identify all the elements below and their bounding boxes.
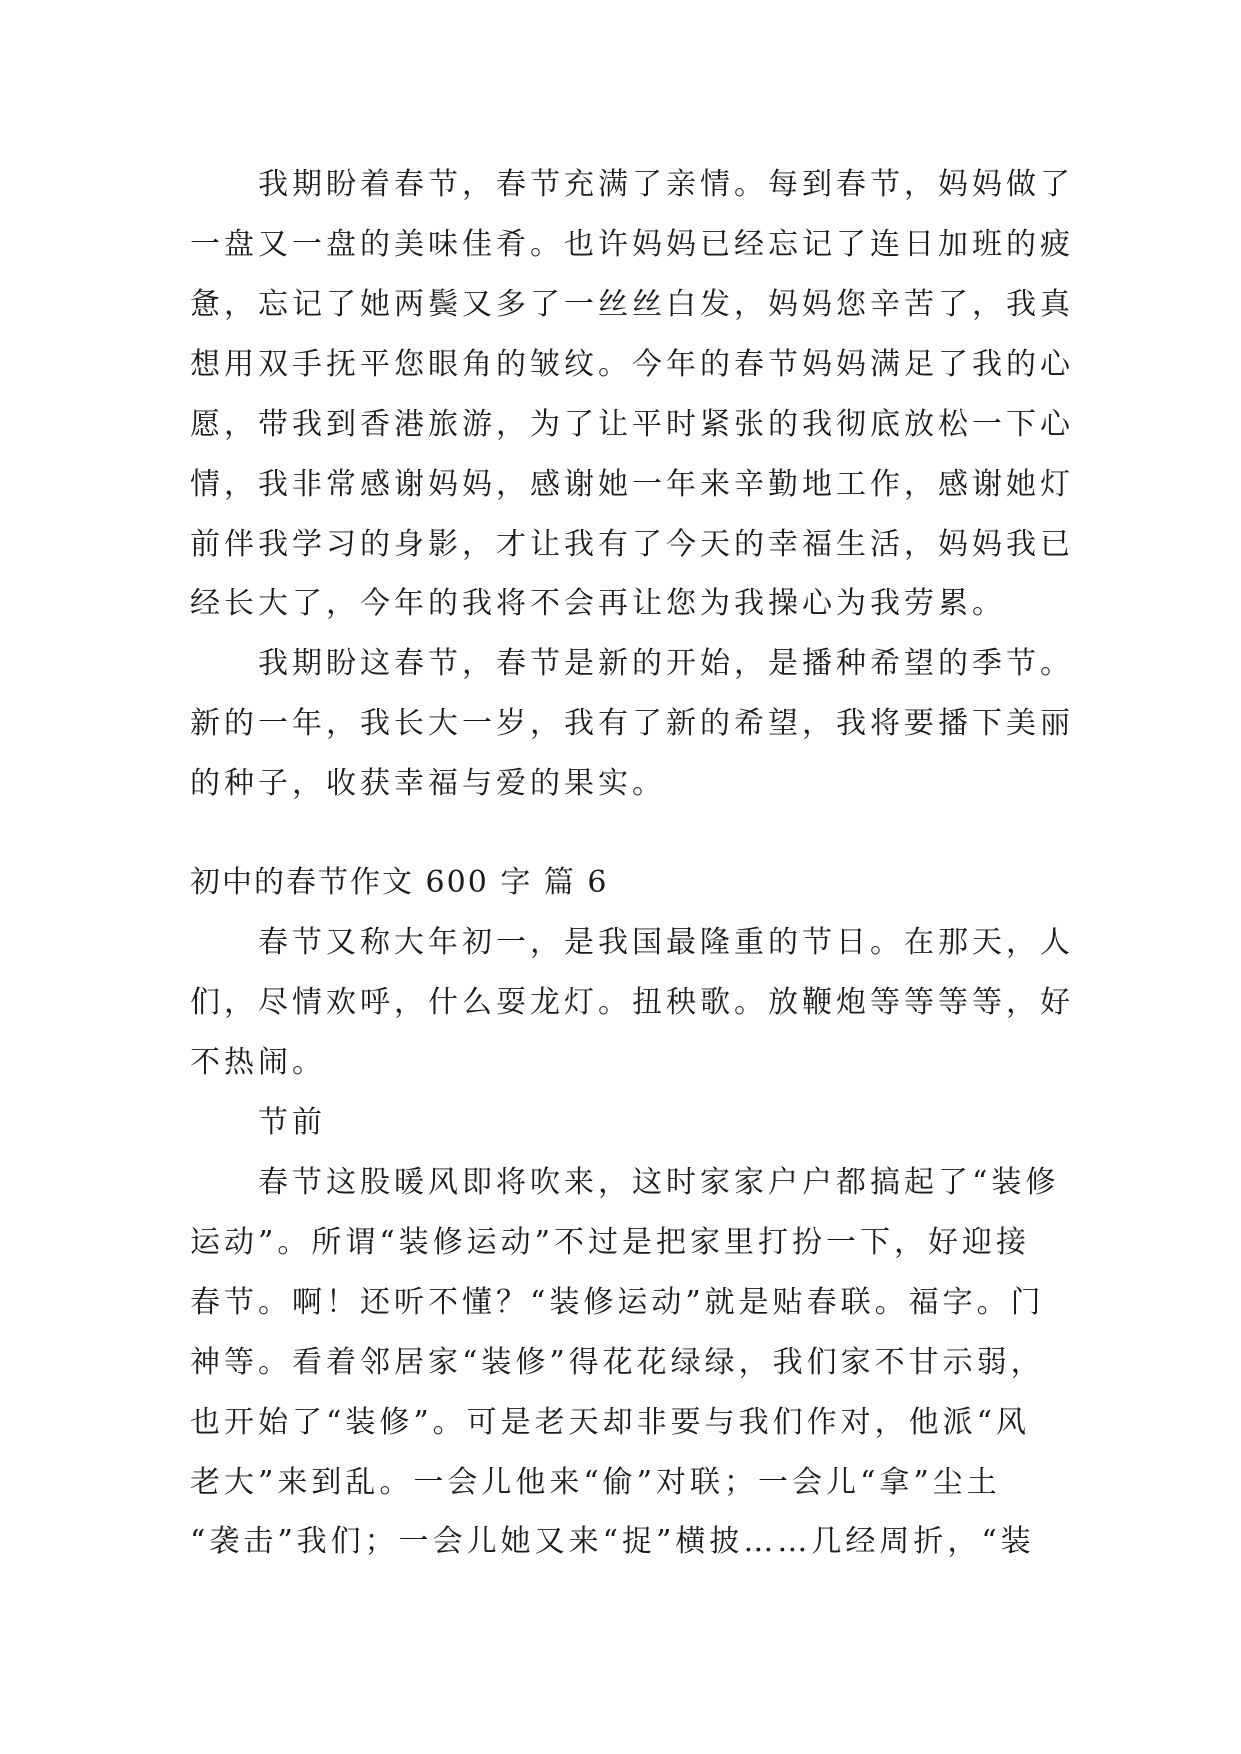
paragraph-line: 我期盼着春节，春节充满了亲情。每到春节，妈妈做了 <box>258 167 1074 202</box>
paragraph-line: 春节。啊！还听不懂？“装修运动”就是贴春联。福字。门 <box>190 1285 1045 1320</box>
paragraph-line: 不热闹。 <box>190 1045 326 1080</box>
paragraph-line: 运动”。所谓“装修运动”不过是把家里打扮一下，好迎接 <box>190 1225 1031 1260</box>
paragraph-line: “袭击”我们；一会儿她又来“捉”横披……几经周折，“装 <box>190 1524 1035 1559</box>
paragraph-line: 老大”来到乱。一会儿他来“偷”对联；一会儿“拿”尘土 <box>190 1465 1001 1500</box>
paragraph-line: 经长大了，今年的我将不会再让您为我操心为我劳累。 <box>190 586 1006 621</box>
paragraph-line: 神等。看着邻居家“装修”得花花绿绿，我们家不甘示弱， <box>190 1345 1045 1380</box>
paragraph-line: 一盘又一盘的美味佳肴。也许妈妈已经忘记了连日加班的疲 <box>190 227 1074 262</box>
subheading: 节前 <box>258 1105 326 1140</box>
paragraph-line: 我期盼这春节，春节是新的开始，是播种希望的季节。 <box>258 646 1074 681</box>
paragraph-line: 们，尽情欢呼，什么耍龙灯。扭秧歌。放鞭炮等等等等，好 <box>190 985 1074 1020</box>
paragraph-line: 的种子，收获幸福与爱的果实。 <box>190 766 666 801</box>
paragraph-line: 春节又称大年初一，是我国最隆重的节日。在那天，人 <box>258 925 1074 960</box>
paragraph-line: 愿，带我到香港旅游，为了让平时紧张的我彻底放松一下心 <box>190 407 1074 442</box>
paragraph-line: 新的一年，我长大一岁，我有了新的希望，我将要播下美丽 <box>190 706 1074 741</box>
paragraph-line: 也开始了“装修”。可是老天却非要与我们作对，他派“风 <box>190 1405 1031 1440</box>
paragraph-line: 情，我非常感谢妈妈，感谢她一年来辛勤地工作，感谢她灯 <box>190 467 1074 502</box>
section-heading: 初中的春节作文 600 字 篇 6 <box>190 865 609 900</box>
paragraph-line: 想用双手抚平您眼角的皱纹。今年的春节妈妈满足了我的心 <box>190 347 1074 382</box>
paragraph-line: 前伴我学习的身影，才让我有了今天的幸福生活，妈妈我已 <box>190 527 1074 562</box>
paragraph-line: 春节这股暖风即将吹来，这时家家户户都搞起了“装修 <box>258 1165 1060 1200</box>
paragraph-line: 惫，忘记了她两鬓又多了一丝丝白发，妈妈您辛苦了，我真 <box>190 287 1074 322</box>
